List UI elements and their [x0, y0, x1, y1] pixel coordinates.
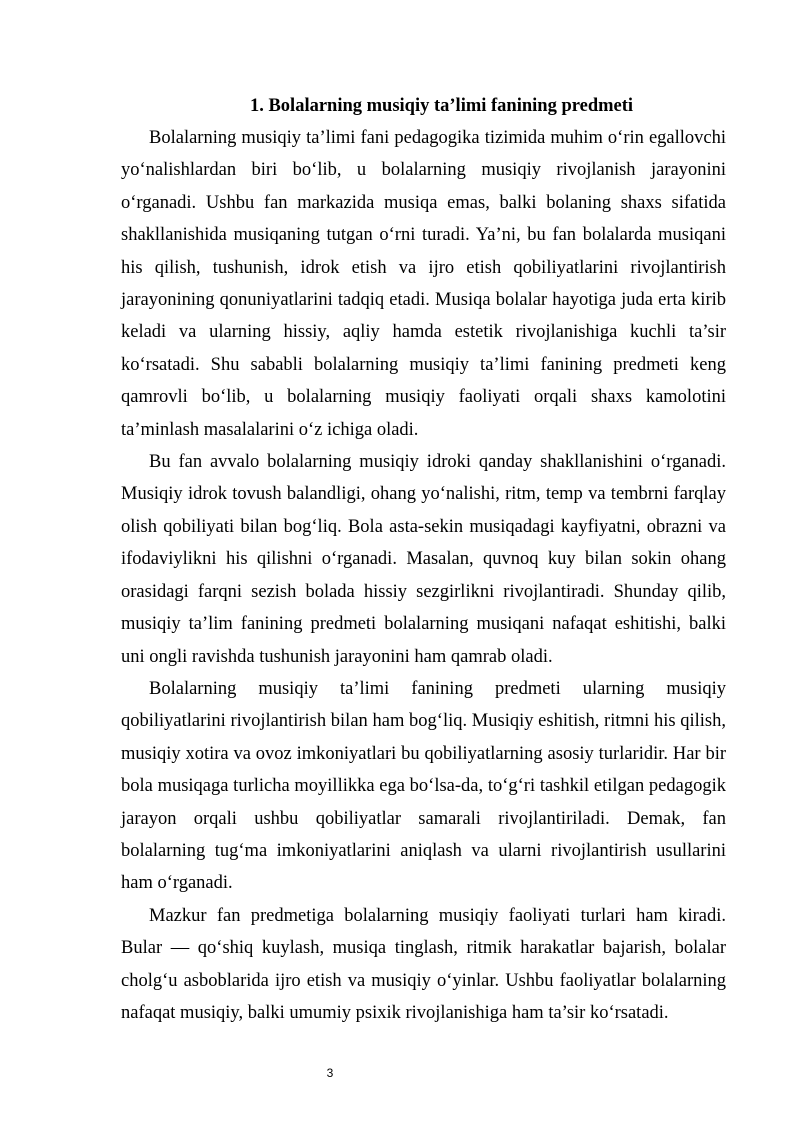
- paragraph-1: Bolalarning musiqiy ta’limi fani pedagogika tizimida muhim o‘rin egallovchi yo‘nalishlardan biri bo‘lib, u bolalarning musiqiy rivojlanish jarayonini o‘rganadi. Ushbu fan markazida musiqa emas, balki bolaning shaxs sifatida shakllanishida musiqaning tutgan o‘rni turadi. Ya’ni, bu fan bolalarda musiqani his qilish, tushunish, idrok etish va ijro etish qobiliyatlarini rivojlantirish jarayonining qonuniyatlarini tadqiq etadi. Musiqa bolalar hayotiga juda erta kirib keladi va ularning hissiy, aqliy hamda estetik rivojlanishiga kuchli ta’sir ko‘rsatadi. Shu sababli bolalarning musiqiy ta’limi fanining predmeti keng qamrovli bo‘lib, u bolalarning musiqiy faoliyati orqali shaxs kamolotini ta’minlash masalalarini o‘z ichiga oladi.: [121, 128, 726, 440]
- paragraph-2: Bu fan avvalo bolalarning musiqiy idroki qanday shakllanishini o‘rganadi. Musiqiy idrok tovush balandligi, ohang yo‘nalishi, ritm, temp va tembrni farqlay olish qobiliyati bilan bog‘liq. Bola asta-sekin musiqadagi kayfiyatni, obrazni va ifodaviylikni his qilishni o‘rganadi. Masalan, quvnoq kuy bilan sokin ohang orasidagi farqni sezish bolada hissiy sezgirlikni rivojlantiradi. Shunday qilib, musiqiy ta’lim fanining predmeti bolalarning musiqani nafaqat eshitishi, balki uni ongli ravishda tushunish jarayonini ham qamrab oladi.: [121, 452, 726, 667]
- paragraph-4: Mazkur fan predmetiga bolalarning musiqiy faoliyati turlari ham kiradi. Bular — qo‘shiq kuylash, musiqa tinglash, ritmik harakatlar bajarish, bolalar cholg‘u asboblarida ijro etish va musiqiy o‘yinlar. Ushbu faoliyatlar bolalarning nafaqat musiqiy, balki umumiy psixik rivojlanishiga ham ta’sir ko‘rsatadi.: [121, 905, 726, 1023]
- section-title: 1. Bolalarning musiqiy ta’limi fanining predmeti: [249, 96, 634, 116]
- paragraph-3: Bolalarning musiqiy ta’limi fanining predmeti ularning musiqiy qobiliyatlarini rivojlantirish bilan ham bog‘liq. Musiqiy eshitish, ritmni his qilish, musiqiy xotira va ovoz imkoniyatlari bu qobiliyatlarning asosiy turlaridir. Har bir bola musiqaga turlicha moyillikka ega bo‘lsa-da, to‘g‘ri tashkil etilgan pedagogik jarayon orqali ushbu qobiliyatlar samarali rivojlantiriladi. Demak, fan bolalarning tug‘ma imkoniyatlarini aniqlash va ularni rivojlantirish usullarini ham o‘rganadi.: [121, 678, 726, 894]
- page-number: 3: [326, 1066, 334, 1080]
- document-page: [121, 92, 726, 1029]
